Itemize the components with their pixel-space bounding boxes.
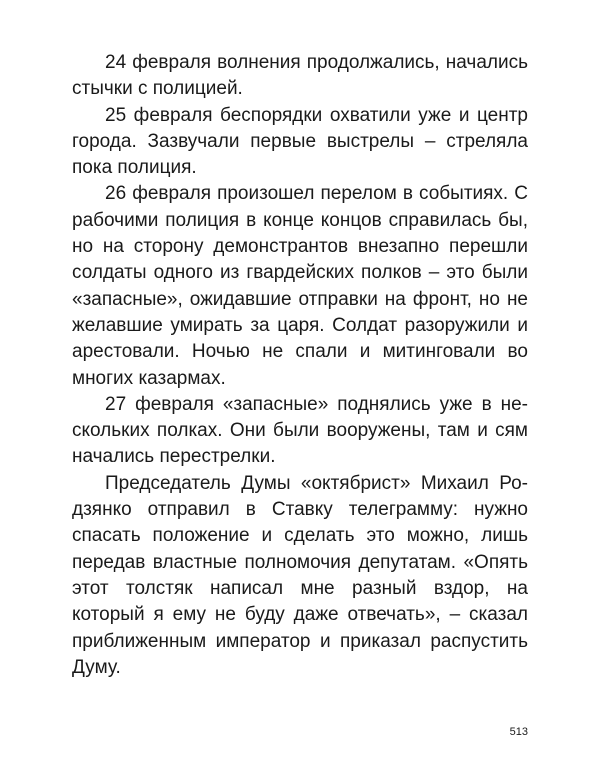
page-number: 513 xyxy=(509,726,528,738)
paragraph-feb-26: 26 февраля произошел перелом в событиях. С рабочими полиция в конце концов справилась бы, но на сторону демонстрантов внезапно перешли солдаты одного из гвардейских полков – это были «запасные», ожидавшие отправки на фронт, но не желавшие умирать за царя. Солдат разоружили и арестовали. Ночью не спали и митинговали во многих казармах. xyxy=(72,183,528,389)
paragraph-rodzianko: Председатель Думы «октябрист» Михаил Родзянко отправил в Ставку телеграмму: нужно спасать положение и сделать это можно, лишь передав властные полномочия депутатам. «Опять этот толстяк написал мне разный вздор, на который я ему не буду даже отвечать», – сказал приближенным император и приказал распустить Думу. xyxy=(72,472,528,678)
paragraph-feb-27: 27 февраля «запасные» поднялись уже в нескольких полках. Они были вооружены, там и сям начались перестрелки. xyxy=(72,393,528,468)
page-body xyxy=(72,50,528,681)
paragraph-feb-24: 24 февраля волнения продолжались, начались стычки с полицией. xyxy=(72,52,528,100)
paragraph-feb-25: 25 февраля беспорядки охватили уже и центр города. Зазвучали первые выстрелы – стреляла пока полиция. xyxy=(72,104,528,179)
